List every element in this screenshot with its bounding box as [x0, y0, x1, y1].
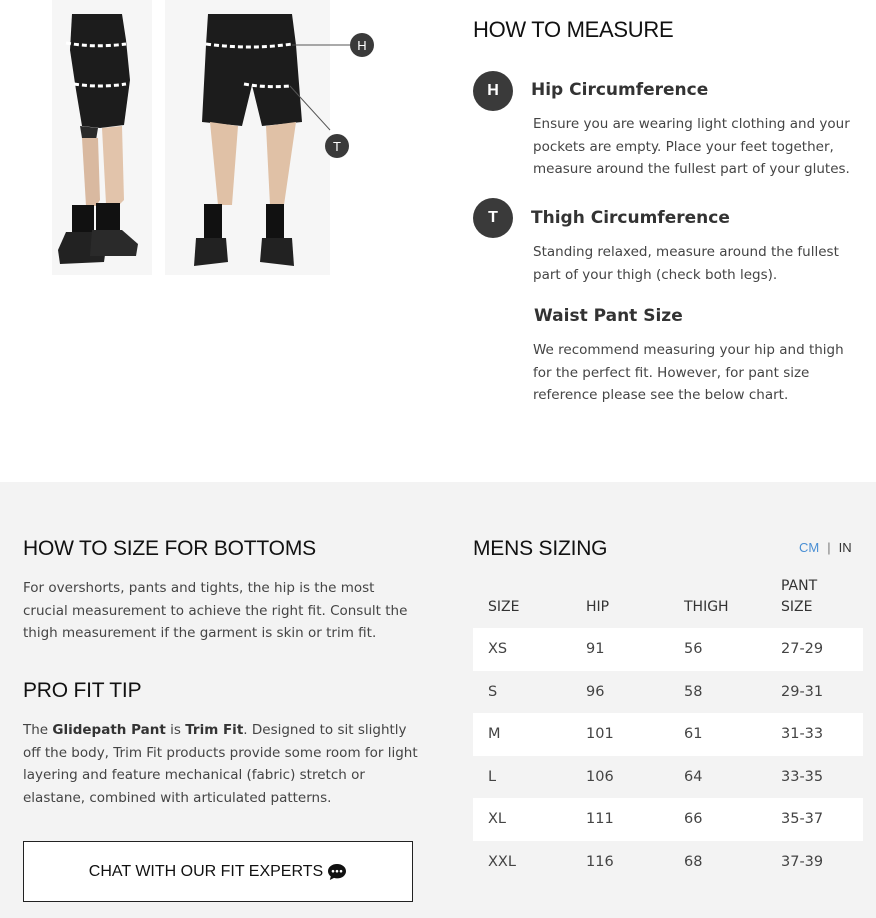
thigh-badge-icon: T [473, 198, 513, 238]
thigh-description: Standing relaxed, measure around the fullest part of your thigh (check both legs). [533, 244, 839, 283]
cell-pant-size: 27-29 [781, 641, 824, 657]
cell-hip: 116 [586, 853, 614, 870]
hip-description: Ensure you are wearing light clothing and your pockets are empty. Place your feet together, measure around the fullest part of your glutes. [533, 116, 850, 177]
thigh-heading: Thigh Circumference [531, 208, 730, 228]
cell-size: XL [488, 811, 507, 827]
cell-thigh: 58 [684, 683, 703, 700]
unit-toggle [799, 540, 852, 555]
table-row [473, 671, 863, 714]
measurement-figure [40, 0, 400, 282]
cell-thigh: 66 [684, 811, 703, 827]
cell-hip: 111 [586, 811, 614, 827]
unit-separator: | [827, 540, 831, 555]
hip-heading: Hip Circumference [531, 80, 709, 100]
chat-fit-experts-button[interactable] [23, 841, 413, 902]
cell-hip: 91 [586, 641, 605, 657]
cell-hip: 101 [586, 726, 614, 742]
cell-size: XXL [488, 853, 516, 870]
cell-hip: 106 [586, 768, 614, 785]
mens-sizing-title: MENS SIZING [473, 537, 608, 560]
cell-size: M [488, 726, 501, 742]
cell-pant-size: 29-31 [781, 683, 824, 700]
table-row [473, 798, 863, 841]
chat-button-label: CHAT WITH OUR FIT EXPERTS [88, 862, 324, 880]
hip-marker-label: H [357, 38, 367, 53]
table-row [473, 713, 863, 756]
cell-thigh: 61 [684, 726, 703, 742]
sizing-section [0, 482, 876, 918]
cell-pant-size: 37-39 [781, 853, 824, 870]
fit-tip-prefix: The [23, 722, 53, 738]
fit-tip-description [23, 719, 418, 809]
unit-cm-toggle[interactable]: CM [799, 540, 820, 555]
header-thigh: THIGH [684, 599, 729, 615]
waist-heading: Waist Pant Size [534, 306, 683, 326]
cell-size: L [488, 768, 497, 785]
fit-tip-fit: Trim Fit [185, 722, 244, 738]
fit-tip-suffix: . Designed to sit slightly off the body, Trim Fit products provide some room for light layering and feature mechanical (fabric) stretch or elastane, combined with articulated patterns. [23, 722, 418, 806]
header-hip: HIP [586, 599, 610, 615]
fit-tip-product: Glidepath Pant [52, 722, 166, 738]
fit-tip-mid: is [165, 722, 186, 738]
cell-thigh: 56 [684, 641, 703, 657]
cell-size: XS [488, 641, 508, 657]
waist-description: We recommend measuring your hip and thigh for the perfect fit. However, for pant size reference please see the below chart. [533, 342, 844, 403]
cell-pant-size: 35-37 [781, 811, 824, 827]
fit-tip-title: PRO FIT TIP [23, 679, 142, 702]
size-chart-table [473, 578, 863, 883]
cell-hip: 96 [586, 683, 605, 700]
cell-size: S [488, 683, 498, 700]
header-size: SIZE [488, 599, 520, 615]
table-row [473, 841, 863, 884]
table-header-row [473, 578, 863, 628]
hip-badge-icon: H [473, 71, 513, 111]
cell-thigh: 68 [684, 853, 703, 870]
model-illustration [40, 0, 400, 282]
cell-pant-size: 31-33 [781, 726, 824, 742]
bottoms-title: HOW TO SIZE FOR BOTTOMS [23, 537, 316, 560]
chat-bubble-icon [327, 863, 347, 881]
cell-pant-size: 33-35 [781, 768, 824, 785]
unit-in-toggle[interactable]: IN [838, 540, 852, 555]
bottoms-description: For overshorts, pants and tights, the hip is the most crucial measurement to achieve the right fit. Consult the thigh measurement if the garment is skin or trim fit. [23, 580, 408, 641]
thigh-marker-label: T [333, 139, 341, 154]
cell-thigh: 64 [684, 768, 703, 785]
table-row [473, 628, 863, 671]
table-row [473, 756, 863, 799]
header-pant-size: PANT SIZE [781, 578, 818, 615]
how-to-measure-title: HOW TO MEASURE [473, 17, 674, 42]
